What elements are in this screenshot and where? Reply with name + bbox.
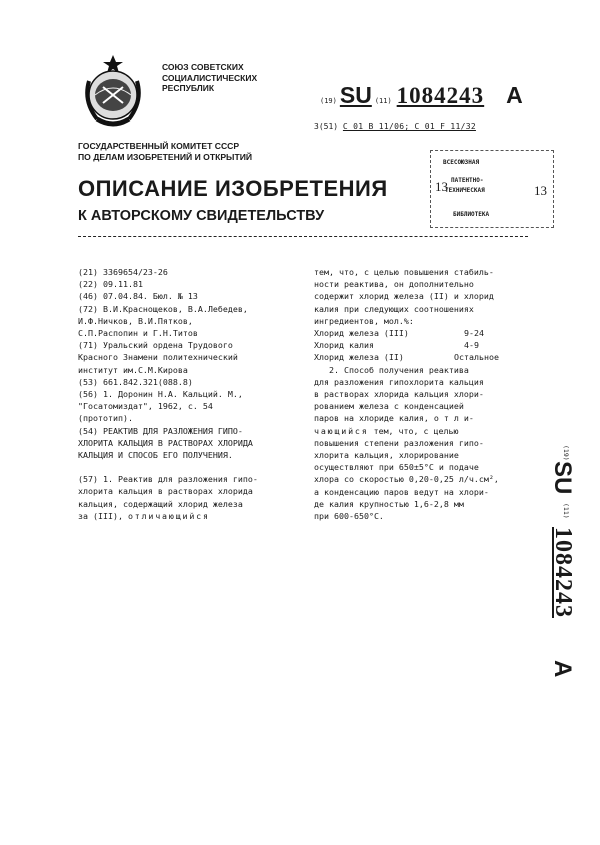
committee-name: ГОСУДАРСТВЕННЫЙ КОМИТЕТ СССР ПО ДЕЛАМ ИЗОБРЕТЕНИЙ И ОТКРЫТИЙ [78, 141, 253, 162]
field-53: (53) 661.842.321(088.8) [78, 376, 193, 387]
field-54: (54) РЕАКТИВ ДЛЯ РАЗЛОЖЕНИЯ ГИПО- [78, 425, 243, 436]
ipc-code-label: 3(51) [314, 122, 339, 131]
field-21: (21) 3369654/23-26 [78, 267, 168, 277]
ussr-emblem-icon [77, 51, 149, 133]
country-code: SU [339, 82, 372, 108]
ipc-value: С 01 В 11/06; С 01 F 11/32 [342, 122, 476, 131]
country-organization: СОЮЗ СОВЕТСКИХ СОЦИАЛИСТИЧЕСКИХ РЕСПУБЛИК [162, 62, 258, 93]
composition-row: Хлорид железа (III) 9-24 [314, 328, 484, 339]
field-72: (72) В.И.Краснощеков, В.А.Лебедев, [78, 303, 248, 314]
claim-57: (57) 1. Реактив для разложения гипо- [78, 474, 258, 485]
document-subtitle: К АВТОРСКОМУ СВИДЕТЕЛЬСТВУ [78, 208, 325, 224]
ipc-classification [314, 122, 476, 131]
divider [78, 236, 528, 237]
field-56: (56) 1. Доронин Н.А. Кальций. М., [78, 389, 243, 400]
field-22: (22) 09.11.81 [78, 279, 143, 290]
field-71: (71) Уральский ордена Трудового [78, 340, 233, 351]
document-title: ОПИСАНИЕ ИЗОБРЕТЕНИЯ [78, 176, 388, 201]
patent-number: 1084243 [396, 83, 485, 108]
field-46: (46) 07.04.84. Бюл. № 13 [78, 291, 198, 302]
kind-code: A [506, 82, 523, 108]
composition-row: Хлорид железа (II) Остальное [314, 352, 499, 363]
claims-column: тем, что, с целью повышения стабиль- ности реактива, он дополнительно содержит хлорид железа (II) и хлорид калия при следующих соотношениях ингредиентов, мол.%: Хлорид железа (III) 9-24 Хлорид калия 4-9 Хлорид железа (II) Остальное 2. Способ получения реактива для разложения гипохлорита кальция в растворах хлорида кальция хлори- рованием железа с конденсацией паров на хлориде калия, о т л и- чающийся тем, что, с целью повышения степени разложения гипо- хлорита кальция, хлорирование осуществляют при 650±5°С и подаче хлора со скоростью 0,20-0,25 л/ч.см², а конденсацию паров ведут на хлори- де калия крупностью 1,6-2,8 мм при 600-650°С. [314, 266, 554, 522]
number-code-label: (11) [374, 97, 392, 105]
country-code-label: (19) [320, 97, 337, 105]
publication-number [320, 82, 523, 110]
bibliographic-column: (21) 3369654/23-26 (22) 09.11.81 (46) 07.04.84. Бюл. № 13 (72) В.И.Краснощеков, В.А.Лебедев, И.Ф.Ничков, В.И.Пятков, С.П.Распопин и Г.Н.Титов (71) Уральский ордена Трудового Красного Знамени политехнический институт им.С.М.Кирова (53) 661.842.321(088.8) (56) 1. Доронин Н.А. Кальций. М., "Госатомиздат", 1962, с. 54 (прототип). (54) РЕАКТИВ ДЛЯ РАЗЛОЖЕНИЯ ГИПО- ХЛОРИТА КАЛЬЦИЯ В РАСТВОРАХ ХЛОРИДА КАЛЬЦИЯ И СПОСОБ ЕГО ПОЛУЧЕНИЯ. (57) 1. Реактив для разложения гипо- хлорита кальция в растворах хлорида кальция, содержащий хлорид железа за (III), отличающийся [78, 266, 308, 522]
library-stamp: ВСЕСОЮЗНАЯ ПАТЕНТНО- ТЕХНИЧЕСКАЯ БИБЛИОТЕКА 13 13 [430, 150, 554, 228]
side-patent-number: (19) SU (11) 1084243 A [549, 445, 576, 678]
composition-row: Хлорид калия 4-9 [314, 340, 479, 351]
